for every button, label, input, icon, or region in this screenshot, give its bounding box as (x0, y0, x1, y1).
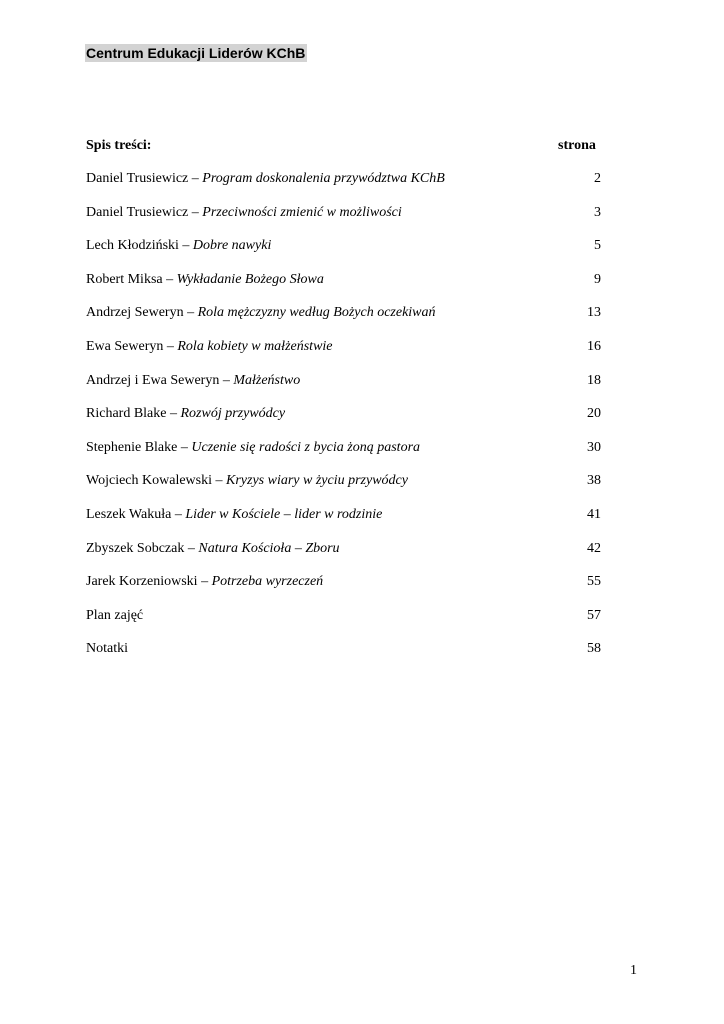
toc-entry-13 (86, 573, 616, 607)
toc-page-number: 38 (587, 473, 601, 489)
toc-entry-8 (86, 405, 616, 439)
toc-separator: – (178, 238, 193, 254)
toc-title: Natura Kościoła – Zboru (198, 540, 340, 556)
toc-entry-text (86, 204, 402, 221)
toc-author: Stephenie Blake (86, 439, 178, 455)
toc-author: Ewa Seweryn (86, 338, 164, 354)
page-number: 1 (630, 963, 637, 978)
toc-entry-2 (86, 204, 616, 238)
toc-entry-6 (86, 338, 616, 372)
toc-entry-text (86, 170, 445, 187)
toc-author: Zbyszek Sobczak (86, 540, 185, 556)
toc-entry-5 (86, 304, 616, 338)
toc-page-number: 57 (587, 607, 601, 623)
toc-separator: – (171, 506, 186, 522)
toc-separator: – (162, 271, 177, 287)
toc-page-number: 55 (587, 574, 601, 590)
toc-entry-text (86, 271, 324, 288)
toc-page-heading: strona (558, 138, 596, 153)
toc-entry-text (86, 372, 300, 389)
toc-entry-15 (86, 640, 616, 674)
toc-page-number: 41 (587, 506, 601, 522)
toc-title: Małżeństwo (233, 372, 301, 388)
toc-entry-text (86, 338, 333, 355)
toc-heading: Spis treści: (86, 138, 152, 153)
toc-author: Daniel Trusiewicz (86, 171, 189, 186)
toc-separator: – (166, 406, 181, 422)
toc-author: Richard Blake (86, 406, 167, 422)
toc-separator: – (219, 372, 234, 388)
toc-author: Daniel Trusiewicz (86, 204, 189, 220)
toc-page-number: 58 (587, 641, 601, 657)
toc-entry-text (86, 506, 382, 523)
toc-entry-11 (86, 506, 616, 540)
toc-separator: – (197, 574, 212, 590)
toc-page-number: 42 (587, 540, 601, 556)
toc-entry-text (86, 607, 143, 624)
toc-title: Przeciwności zmienić w możliwości (202, 204, 402, 220)
toc-entry-10 (86, 472, 616, 506)
toc-separator: – (177, 439, 192, 455)
toc-separator: – (188, 171, 203, 186)
toc-entry-text (86, 304, 436, 321)
toc-entry-3 (86, 237, 616, 271)
toc-entry-1 (86, 170, 616, 204)
toc-page-number: 30 (587, 439, 601, 455)
toc-page-number: 16 (587, 338, 601, 354)
toc-entry-text (86, 405, 285, 422)
toc-separator: – (188, 204, 203, 220)
toc-entry-text (86, 472, 408, 489)
toc-title: Uczenie się radości z bycia żoną pastora (191, 439, 421, 455)
toc-entry-14 (86, 607, 616, 641)
toc-entry-7 (86, 372, 616, 406)
table-of-contents (86, 170, 616, 674)
toc-title: Program doskonalenia przywództwa KChB (202, 171, 445, 186)
toc-author: Wojciech Kowalewski (86, 473, 212, 489)
toc-page-number: 20 (587, 406, 601, 422)
toc-author: Andrzej i Ewa Seweryn (86, 372, 220, 388)
toc-title: Rola kobiety w małżeństwie (177, 338, 333, 354)
toc-entry-text (86, 540, 340, 557)
toc-page-number: 3 (594, 204, 601, 220)
toc-title: Lider w Kościele – lider w rodzinie (185, 506, 383, 522)
toc-page-number: 13 (587, 305, 601, 321)
toc-author: Leszek Wakuła (86, 506, 172, 522)
toc-entry-9 (86, 439, 616, 473)
toc-title: Dobre nawyki (192, 238, 272, 254)
toc-page-number: 5 (594, 238, 601, 254)
toc-author: Lech Kłodziński (86, 238, 179, 254)
toc-entry-text (86, 640, 128, 657)
toc-title: Rola mężczyzny według Bożych oczekiwań (197, 305, 436, 321)
toc-page-number: 18 (587, 372, 601, 388)
toc-separator: – (163, 338, 178, 354)
toc-title: Kryzys wiary w życiu przywódcy (226, 473, 408, 489)
toc-author: Robert Miksa (86, 271, 163, 287)
toc-title: Potrzeba wyrzeczeń (211, 574, 324, 590)
toc-separator: – (212, 473, 226, 489)
toc-entry-text (86, 237, 271, 254)
toc-author: Andrzej Seweryn (86, 305, 184, 321)
toc-entry-text (86, 439, 420, 456)
toc-separator: – (184, 540, 199, 556)
toc-entry-4 (86, 271, 616, 305)
toc-entry-12 (86, 540, 616, 574)
document-header: Centrum Edukacji Liderów KChB (86, 45, 306, 61)
toc-author: Jarek Korzeniowski (86, 574, 198, 590)
toc-entry-text (86, 573, 323, 590)
toc-separator: – (183, 305, 198, 321)
toc-page-number: 9 (594, 271, 601, 287)
toc-author: Notatki (86, 641, 128, 657)
toc-author: Plan zajęć (86, 607, 144, 623)
toc-title: Wykładanie Bożego Słowa (176, 271, 324, 287)
toc-title: Rozwój przywódcy (180, 406, 286, 422)
toc-page-number: 2 (594, 171, 601, 186)
